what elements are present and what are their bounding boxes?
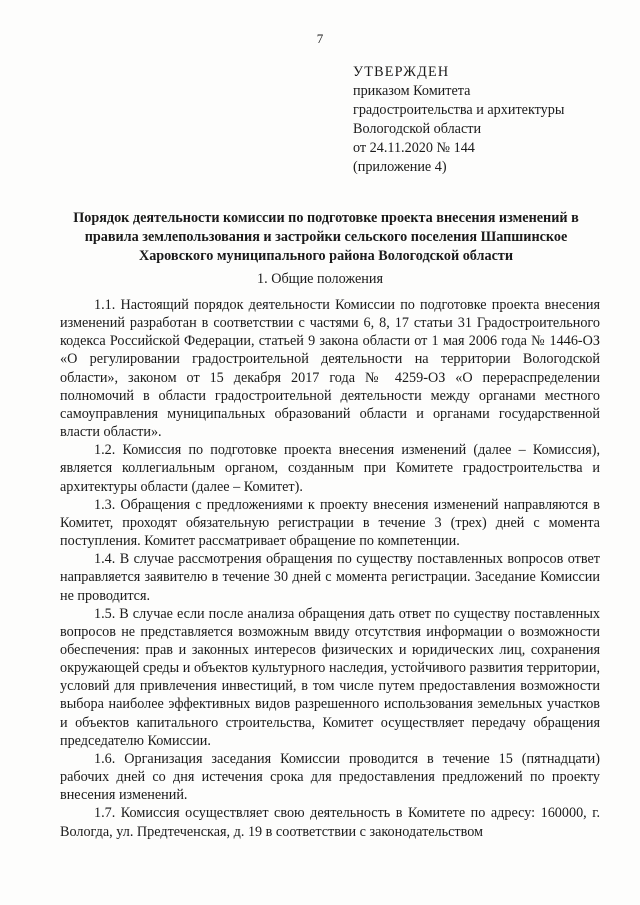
document-body <box>60 296 600 841</box>
paragraph-1-6: 1.6. Организация заседания Комиссии проводится в течение 15 (пятнадцати) рабочих дней со дня истечения срока для предоставления предложений по проекту внесения изменений. <box>60 750 600 804</box>
title-line: правила землепользования и застройки сельского поселения Шапшинское <box>84 229 568 245</box>
approval-line: от 24.11.2020 № 144 <box>353 140 475 156</box>
paragraph-1-4: 1.4. В случае рассмотрения обращения по существу поставленных вопросов ответ направляется заявителю в течение 30 дней с момента регистрации. Заседание Комиссии не проводится. <box>60 551 600 604</box>
paragraph-1-3: 1.3. Обращения с предложениями к проекту внесения изменений направляются в Комитет, проходят обязательную регистрации в течение 3 (трех) дней с момента поступления. Комитет рассматривает обращение по компетенции. <box>60 496 600 550</box>
paragraph-1-2: 1.2. Комиссия по подготовке проекта внесения изменений (далее – Комиссия), является коллегиальным органом, созданным при Комитете градостроительства и архитектуры области (далее – Комитет). <box>60 442 600 495</box>
approval-stamp: УТВЕРЖДЕН <box>353 64 450 80</box>
approval-line: градостроительства и архитектуры <box>353 102 565 118</box>
title-line: Порядок деятельности комиссии по подготовке проекта внесения изменений в <box>73 210 579 226</box>
approval-block <box>353 63 564 177</box>
paragraph-1-7: 1.7. Комиссия осуществляет свою деятельность в Комитете по адресу: 160000, г. Вологда, ул. Предтеченская, д. 19 в соответствии с законодательством <box>60 805 600 840</box>
section-heading: 1. Общие положения <box>257 271 383 287</box>
approval-line: приказом Комитета <box>353 83 471 99</box>
page-number: 7 <box>316 31 324 46</box>
approval-line: Вологодской области <box>353 121 482 137</box>
title-line: Харовского муниципального района Вологодской области <box>138 248 514 264</box>
approval-line: (приложение 4) <box>353 159 447 175</box>
document-title <box>50 209 602 266</box>
paragraph-1-5: 1.5. В случае если после анализа обращения дать ответ по существу поставленных вопросов не представляется возможным ввиду отсутствия информации о возможности обеспечения: прав и законных интересов физических и юридических лиц, сохранения окружающей среды и объектов культурного наследия, устойчивого развития территории, условий для привлечения инвестиций, в том числе путем предоставления возможности выбора наиболее эффективных видов разрешенного использования земельных участков и объектов капитального строительства, Комитет осуществляет передачу обращения председателю Комиссии. <box>60 605 600 749</box>
paragraph-1-1: 1.1. Настоящий порядок деятельности Комиссии по подготовке проекта внесения изменений разработан в соответствии с частями 6, 8, 17 статьи 31 Градостроительного кодекса Российской Федерации, статьей 9 закона области от 1 мая 2006 года № 1446-ОЗ «О регулировании градостроительной деятельности на территории Вологодской области», законом от 15 декабря 2017 года № 4259-ОЗ «О перераспределении полномочий в области градостроительной деятельности между органами местного самоуправления муниципальных образований области и органами государственной власти области». <box>60 297 600 441</box>
